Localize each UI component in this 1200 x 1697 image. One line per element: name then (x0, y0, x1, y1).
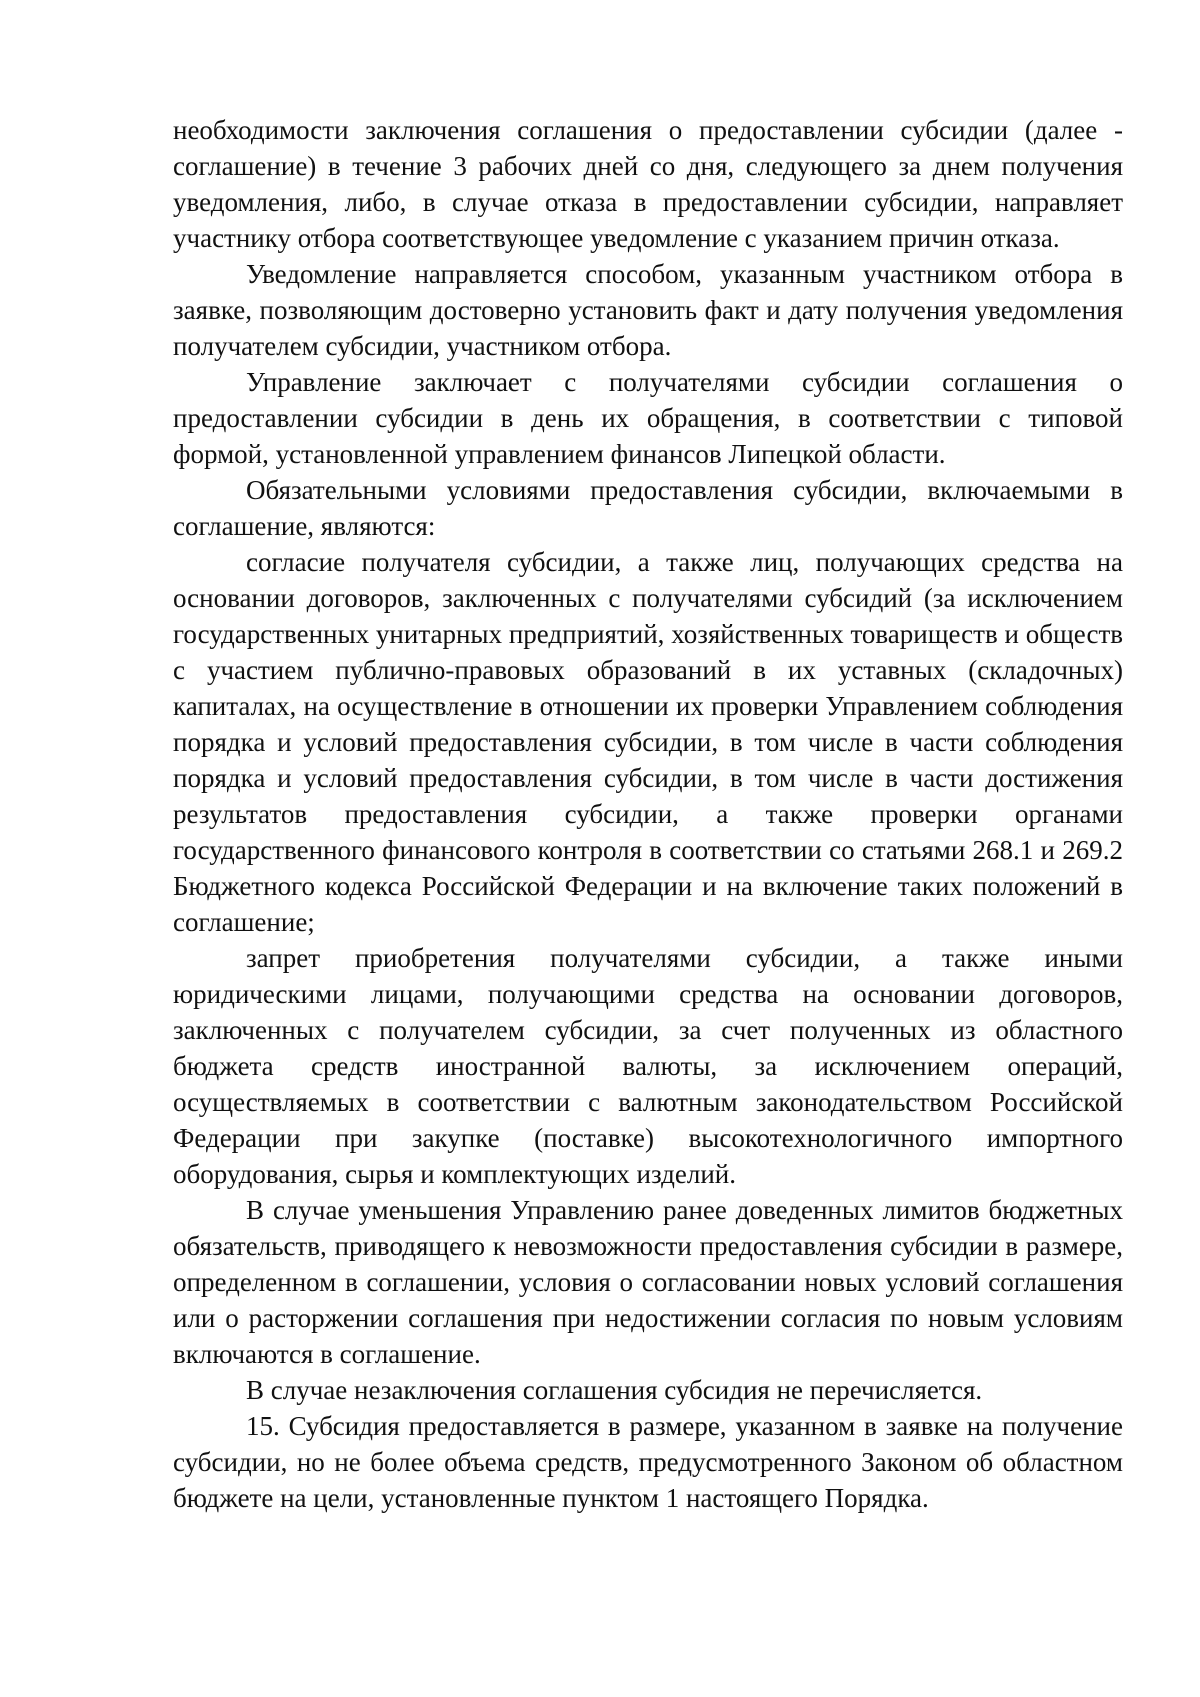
paragraph-no-agreement: В случае незаключения соглашения субсидия не перечисляется. (246, 1375, 983, 1405)
paragraph-notification-method: Уведомление направляется способом, указанным участником отбора в заявке, позволяющим достоверно установить факт и дату получения уведомления получателем субсидии, участником отбора. (173, 259, 1123, 361)
paragraph-consent-condition: согласие получателя субсидии, а также лиц, получающих средства на основании договоров, заключенных с получателями субсидий (за исключением государственных унитарных предприятий, хозяйственных товариществ и обществ с участием публично-правовых образований в их уставных (складочных) капиталах, на осуществление в отношении их проверки Управлением соблюдения порядка и условий предоставления субсидии, в том числе в части соблюдения порядка и условий предоставления субсидии, в том числе в части достижения результатов предоставления субсидии, а также проверки органами государственного финансового контроля в соответствии со статьями 268.1 и 269.2 Бюджетного кодекса Российской Федерации и на включение таких положений в соглашение; (173, 547, 1123, 937)
paragraph-limit-reduction: В случае уменьшения Управлению ранее доведенных лимитов бюджетных обязательств, приводящего к невозможности предоставления субсидии в размере, определенном в соглашении, условия о согласовании новых условий соглашения или о расторжении соглашения при недостижении согласия по новым условиям включаются в соглашение. (173, 1195, 1123, 1369)
paragraph-agreement-conclusion: Управление заключает с получателями субсидии соглашения о предоставлении субсидии в день их обращения, в соответствии с типовой формой, установленной управлением финансов Липецкой области. (173, 367, 1123, 469)
paragraph-currency-prohibition: запрет приобретения получателями субсидии, а также иными юридическими лицами, получающими средства на основании договоров, заключенных с получателем субсидии, за счет полученных из областного бюджета средств иностранной валюты, за исключением операций, осуществляемых в соответствии с валютным законодательством Российской Федерации при закупке (поставке) высокотехнологичного импортного оборудования, сырья и комплектующих изделий. (173, 943, 1123, 1189)
paragraph-mandatory-conditions: Обязательными условиями предоставления субсидии, включаемыми в соглашение, являются: (173, 475, 1123, 541)
paragraph-section-15: 15. Субсидия предоставляется в размере, указанном в заявке на получение субсидии, но не более объема средств, предусмотренного Законом об областном бюджете на цели, установленные пунктом 1 настоящего Порядка. (173, 1411, 1123, 1513)
paragraph-notification-intro: необходимости заключения соглашения о предоставлении субсидии (далее - соглашение) в течение 3 рабочих дней со дня, следующего за днем получения уведомления, либо, в случае отказа в предоставлении субсидии, направляет участнику отбора соответствующее уведомление с указанием причин отказа. (173, 115, 1123, 253)
document-page (173, 112, 1123, 1516)
